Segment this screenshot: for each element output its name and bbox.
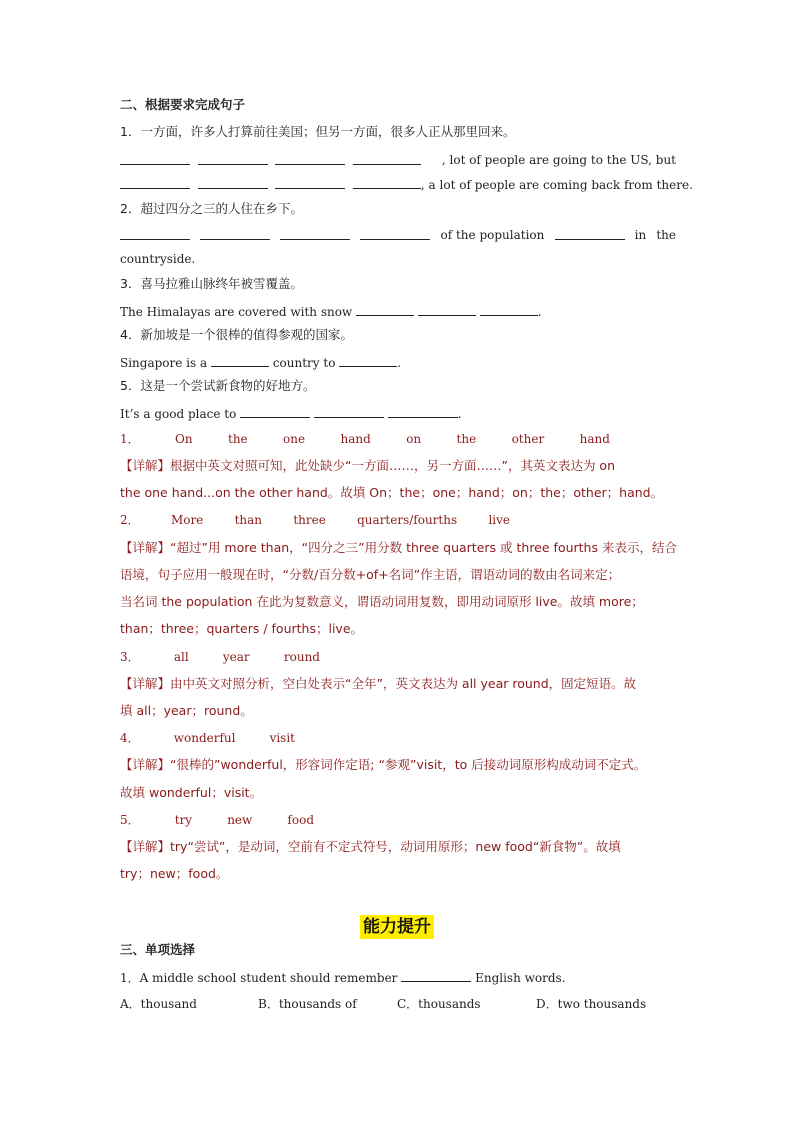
answer-number: 3． [120, 650, 140, 664]
answer-word: new [227, 813, 253, 827]
answer-3 [120, 649, 320, 665]
answer-word: wonderful [173, 731, 236, 745]
answer-number: 4． [120, 731, 140, 745]
question-2-en-line-1 [120, 227, 676, 243]
option-a[interactable]: A．thousand [120, 997, 197, 1011]
question-1-text-b: , a lot of people are coming back from there. [420, 178, 693, 192]
question-1-en-line-1 [120, 152, 676, 169]
answer-word: other [511, 432, 545, 446]
answer-word: three [293, 513, 326, 527]
question-2-of-the-population: of the population [440, 228, 545, 242]
blank[interactable] [120, 152, 190, 165]
answer-2-detail-line: 语境，句子应用一般现在时，“分数/百分数+of+名词”作主语，谓语动词的数由名词来定； [120, 567, 621, 582]
mc-question-1-stem-b: English words. [475, 971, 566, 985]
blank[interactable] [339, 354, 397, 367]
blank[interactable] [240, 405, 310, 418]
answer-3-detail-line: 填 all；year；round。 [120, 703, 253, 718]
answer-word: quarters/fourths [357, 513, 458, 527]
answer-word: More [170, 513, 204, 527]
question-1-cn: 1．一方面，许多人打算前往美国；但另一方面，很多人正从那里回来。 [120, 124, 516, 139]
question-5-cn: 5．这是一个尝试新食物的好地方。 [120, 378, 316, 393]
question-2-in: in [634, 228, 647, 242]
answer-word: than [234, 513, 263, 527]
blank[interactable] [360, 227, 430, 240]
question-1-text-a: , lot of people are going to the US, but [441, 153, 676, 167]
answer-2-detail-line: 当名词 the population 在此为复数意义，谓语动词用复数，即用动词原形 live。故填 more； [120, 594, 644, 609]
answer-5-detail-line: 【详解】try“尝试”，是动词，空前有不定式符号，动词用原形；new food“新食物”。故填 [120, 839, 621, 854]
answer-2-detail-line: 【详解】“超过”用 more than，“四分之三”用分数 three quarters 或 three fourths 来表示，结合 [120, 540, 677, 555]
question-4-en [120, 354, 401, 371]
answer-word: live [488, 513, 510, 527]
answer-word: the [456, 432, 477, 446]
answer-word: the [228, 432, 248, 446]
blank[interactable] [480, 303, 538, 316]
answer-word: on [406, 432, 422, 446]
question-3-cn: 3．喜马拉雅山脉终年被雪覆盖。 [120, 276, 303, 291]
blank[interactable] [120, 227, 190, 240]
answer-4-detail-line: 【详解】“很棒的”wonderful，形容词作定语; “参观”visit，to 后接动词原形构成动词不定式。 [120, 757, 647, 772]
question-3-en [120, 303, 542, 320]
blank[interactable] [198, 176, 268, 189]
answer-5-detail-line: try；new；food。 [120, 866, 229, 881]
question-5-en [120, 405, 462, 422]
answer-word: one [283, 432, 306, 446]
answer-4-detail-line: 故填 wonderful；visit。 [120, 785, 263, 800]
question-2-en-line-2: countryside. [120, 252, 196, 266]
answer-number: 2． [120, 513, 140, 527]
blank[interactable] [198, 152, 268, 165]
question-2-the: the [656, 228, 676, 242]
blank[interactable] [418, 303, 476, 316]
blank[interactable] [280, 227, 350, 240]
blank[interactable] [200, 227, 270, 240]
answer-word: hand [579, 432, 610, 446]
blank[interactable] [314, 405, 384, 418]
answer-2 [120, 512, 510, 528]
answer-number: 5． [120, 813, 140, 827]
question-5-end: . [457, 407, 462, 421]
question-3-text: The Himalayas are covered with snow [120, 305, 353, 319]
answer-word: food [287, 813, 314, 827]
section-heading: 三、单项选择 [120, 942, 196, 957]
answer-1-detail-line: the one hand...on the other hand。故填 On；the；one；hand；on；the；other；hand。 [120, 485, 664, 500]
blank[interactable] [388, 405, 458, 418]
question-2-cn: 2．超过四分之三的人住在乡下。 [120, 201, 303, 216]
question-1-en-line-2 [120, 176, 693, 193]
answer-word: year [222, 650, 250, 664]
blank[interactable] [275, 152, 345, 165]
option-d[interactable]: D．two thousands [536, 997, 647, 1011]
option-b[interactable]: B．thousands of [258, 997, 357, 1011]
blank[interactable] [211, 354, 269, 367]
blank[interactable] [353, 152, 421, 165]
mc-question-1-stem-a: 1．A middle school student should remember [120, 971, 398, 985]
blank[interactable] [275, 176, 345, 189]
blank[interactable] [353, 176, 421, 189]
answer-number: 1． [120, 432, 140, 446]
answer-word: all [173, 650, 189, 664]
answer-word: try [174, 813, 193, 827]
answer-word: hand [340, 432, 371, 446]
option-c[interactable]: C．thousands [397, 997, 481, 1011]
answer-4 [120, 730, 295, 746]
section-heading: 二、根据要求完成句子 [120, 97, 246, 112]
question-4-cn: 4．新加坡是一个很棒的值得参观的国家。 [120, 327, 353, 342]
blank[interactable] [555, 227, 625, 240]
answer-5 [120, 812, 314, 828]
question-4-end: . [397, 356, 402, 370]
question-4-text-b: country to [272, 356, 336, 370]
answer-word: On [175, 432, 193, 446]
mc-question-1 [120, 969, 566, 986]
answer-3-detail-line: 【详解】由中英文对照分析，空白处表示“全年”，英文表达为 all year round，固定短语。故 [120, 676, 637, 691]
answer-2-detail-line: than；three；quarters / fourths；live。 [120, 621, 364, 636]
question-5-text: It’s a good place to [120, 407, 237, 421]
section-badge: 能力提升 [360, 915, 434, 939]
question-3-end: . [537, 305, 542, 319]
blank[interactable] [401, 969, 471, 982]
answer-word: round [283, 650, 320, 664]
blank[interactable] [356, 303, 414, 316]
answer-1-detail-line: 【详解】根据中英文对照可知，此处缺少“一方面……，另一方面……”，其英文表达为 on [120, 458, 615, 473]
question-4-text-a: Singapore is a [120, 356, 208, 370]
answer-word: visit [269, 731, 295, 745]
answer-1 [120, 431, 610, 447]
blank[interactable] [120, 176, 190, 189]
